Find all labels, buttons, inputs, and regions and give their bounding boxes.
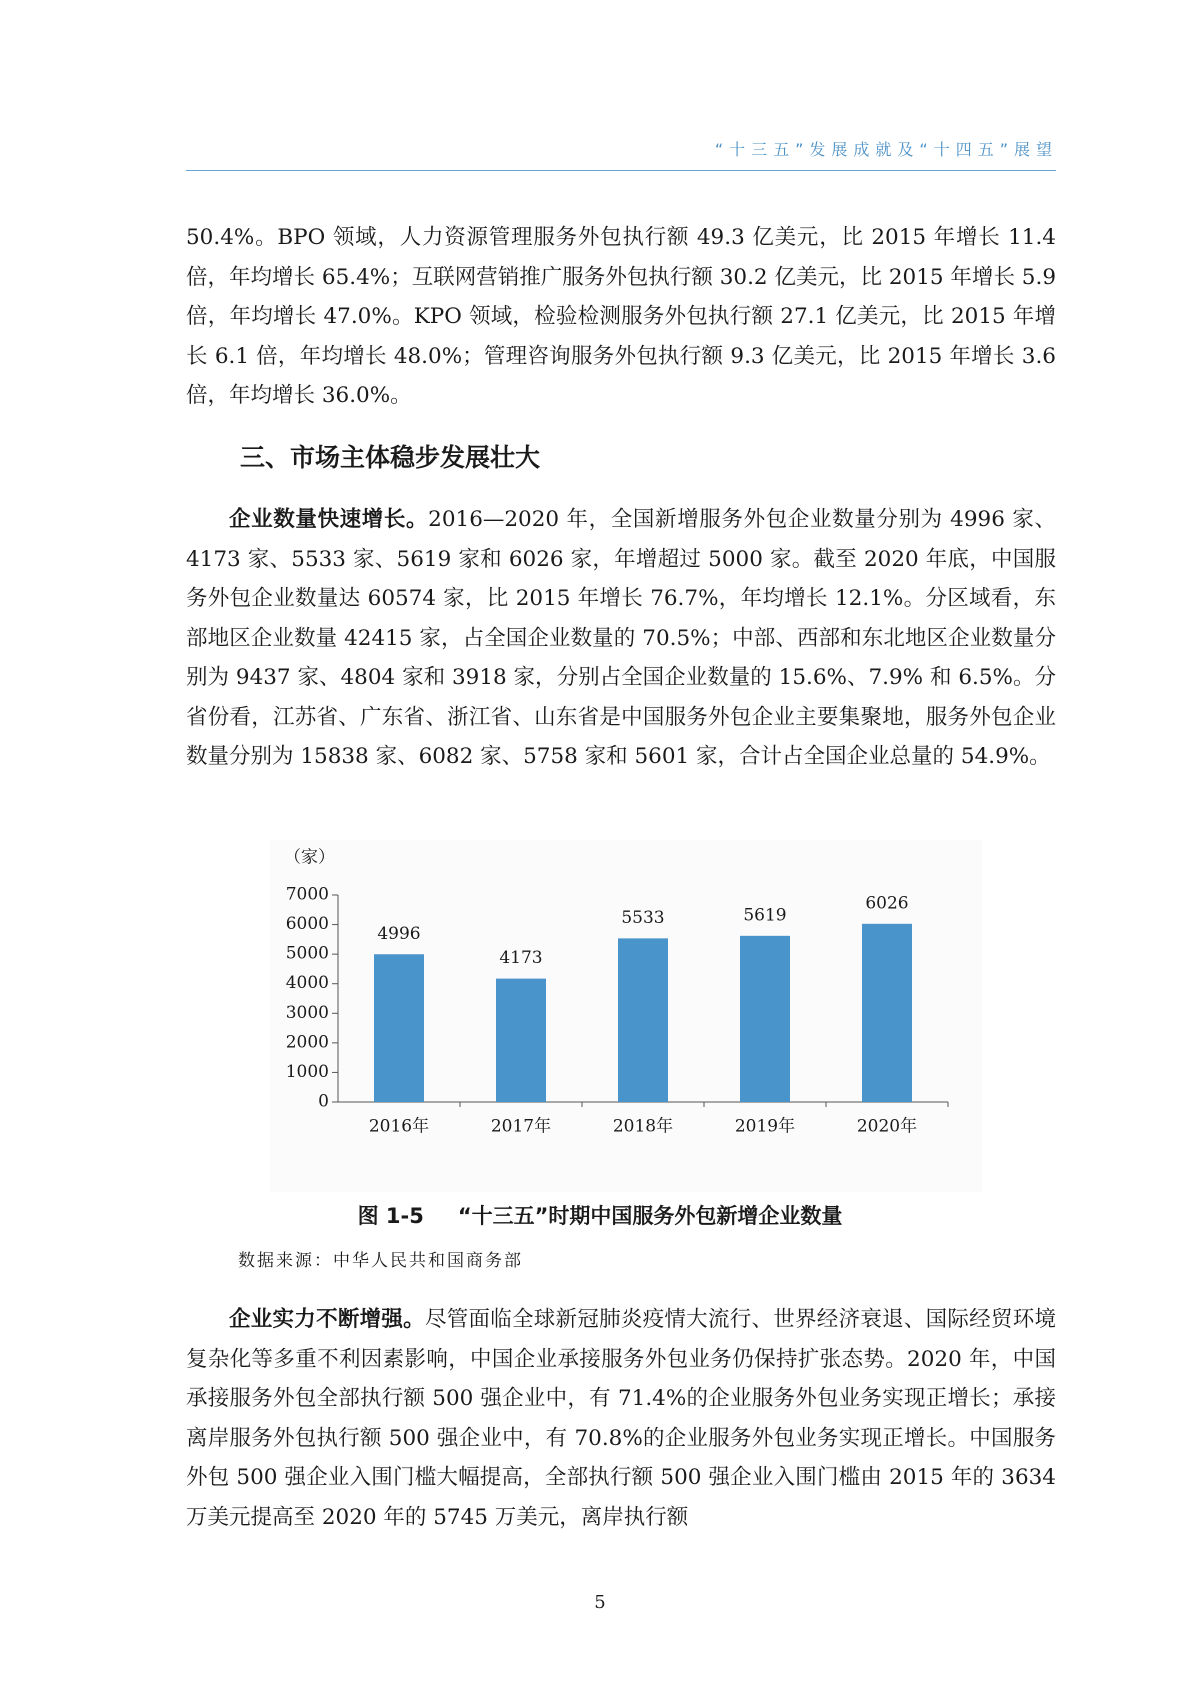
y-tick-label: 4000 xyxy=(285,973,329,994)
x-tick-label: 2017年 xyxy=(490,1116,552,1137)
x-tick-label: 2018年 xyxy=(612,1116,674,1137)
bar-value-label: 5533 xyxy=(621,907,665,928)
y-tick-label: 3000 xyxy=(285,1002,329,1023)
section-heading: 三、市场主体稳步发展壮大 xyxy=(240,443,541,472)
x-tick-label: 2016年 xyxy=(368,1116,430,1137)
bar-value-label: 6026 xyxy=(865,893,909,914)
bar-chart xyxy=(270,840,982,1192)
x-tick-label: 2019年 xyxy=(734,1116,796,1137)
figure-number: 图 1-5 xyxy=(357,1204,424,1228)
paragraph-enterprise-strength xyxy=(186,1300,1056,1537)
bar xyxy=(374,954,424,1102)
bar xyxy=(862,924,912,1102)
paragraph-lead: 企业实力不断增强。 xyxy=(229,1307,425,1332)
bar xyxy=(618,938,668,1102)
paragraph-bpo-kpo: 50.4%。BPO 领域，人力资源管理服务外包执行额 49.3 亿美元，比 2015 年增长 11.4 倍，年均增长 65.4%；互联网营销推广服务外包执行额 30.2 亿美元，比 2015 年增长 5.9 倍，年均增长 47.0%。KPO 领域，检验检测服务外包执行额 27.1 亿美元，比 2015 年增长 6.1 倍，年均增长 48.0%；管理咨询服务外包执行额 9.3 亿美元，比 2015 年增长 3.6 倍，年均增长 36.0%。 xyxy=(186,225,1056,408)
header-divider xyxy=(186,170,1056,171)
figure-title: “十三五”时期中国服务外包新增企业数量 xyxy=(457,1204,843,1228)
figure-source: 数据来源：中华人民共和国商务部 xyxy=(238,1251,523,1271)
y-tick-label: 7000 xyxy=(285,884,329,905)
running-header-title: “十三五”发展成就及“十四五”展望 xyxy=(714,140,1058,159)
bar-value-label: 4996 xyxy=(377,923,421,944)
paragraph-lead: 企业数量快速增长。 xyxy=(229,507,429,532)
y-axis-unit-label: （家） xyxy=(284,847,335,868)
x-tick-label: 2020年 xyxy=(856,1116,918,1137)
bar xyxy=(496,979,546,1102)
y-tick-label: 1000 xyxy=(285,1061,329,1082)
bar-value-label: 5619 xyxy=(743,905,787,926)
y-tick-label: 6000 xyxy=(285,914,329,935)
y-tick-label: 0 xyxy=(318,1091,329,1112)
figure-caption xyxy=(0,1200,1200,1230)
bar xyxy=(740,936,790,1102)
y-tick-label: 2000 xyxy=(285,1032,329,1053)
bar-chart-svg xyxy=(270,840,982,1192)
paragraph-body: 尽管面临全球新冠肺炎疫情大流行、世界经济衰退、国际经贸环境复杂化等多重不利因素影响，中国企业承接服务外包业务仍保持扩张态势。2020 年，中国承接服务外包全部执行额 500 强企业中，有 71.4%的企业服务外包业务实现正增长；承接离岸服务外包执行额 500 强企业中，有 70.8%的企业服务外包业务实现正增长。中国服务外包 500 强企业入围门槛大幅提高，全部执行额 500 强企业入围门槛由 2015 年的 3634 万美元提高至 2020 年的 5745 万美元，离岸执行额 xyxy=(186,1307,1056,1530)
paragraph-enterprise-count xyxy=(186,500,1056,777)
bar-value-label: 4173 xyxy=(499,948,543,969)
page-number: 5 xyxy=(594,1592,606,1613)
paragraph-body: 2016—2020 年，全国新增服务外包企业数量分别为 4996 家、4173 家、5533 家、5619 家和 6026 家，年增超过 5000 家。截至 2020 年底，中国服务外包企业数量达 60574 家，比 2015 年增长 76.7%，年均增长 12.1%。分区域看，东部地区企业数量 42415 家，占全国企业数量的 70.5%；中部、西部和东北地区企业数量分别为 9437 家、4804 家和 3918 家，分别占全国企业数量的 15.6%、7.9% 和 6.5%。分省份看，江苏省、广东省、浙江省、山东省是中国服务外包企业主要集聚地，服务外包企业数量分别为 15838 家、6082 家、5758 家和 5601 家，合计占全国企业总量的 54.9%。 xyxy=(186,507,1056,769)
y-tick-label: 5000 xyxy=(285,943,329,964)
